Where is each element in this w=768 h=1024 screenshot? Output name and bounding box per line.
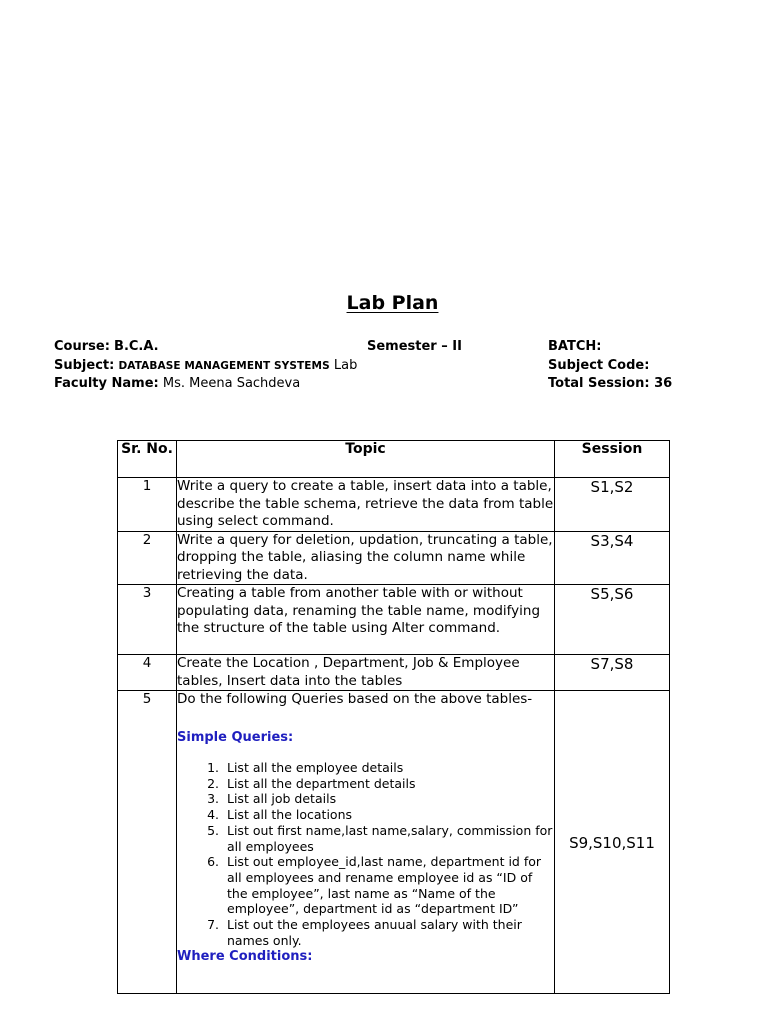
row-sr: 5 [118,691,177,994]
row-session: S1,S2 [555,478,670,532]
subject-suffix: Lab [333,357,358,373]
table-row [118,585,670,655]
row-session: S5,S6 [555,585,670,655]
table-row [118,531,670,585]
header-left [54,338,357,394]
header-session: Session [555,441,670,478]
row-sr: 4 [118,655,177,691]
row-session: S9,S10,S11 [555,691,670,994]
page-title: Lab Plan [346,292,439,314]
semester: Semester – II [367,339,462,354]
faculty-value: Ms. Meena Sachdeva [162,376,301,391]
row-topic: Create the Location , Department, Job & Employee tables, Insert data into the tables [177,655,555,691]
faculty-line [54,375,357,394]
row-topic: Creating a table from another table with or without populating data, renaming the table name, modifying the structure of the table using Alter command. [177,585,555,655]
list-item: 6. List out employee_id,last name, department id for all employees and rename employee id as “ID of the employee”, last name as “Name of the employee”, department id as “department ID” [223,854,554,917]
row-topic: Write a query for deletion, updation, truncating a table, dropping the table, aliasing the column name while retrieving the data. [177,531,553,583]
list-item: 3. List all job details [223,791,554,807]
subject-label: Subject: [54,357,115,373]
table-header-row [118,441,670,478]
header-middle [367,338,462,357]
subject-line [54,357,357,376]
list-item: 4. List all the locations [223,807,554,823]
query-list [177,760,554,948]
table-row [118,691,670,994]
simple-queries-heading: Simple Queries: [177,729,294,745]
table-row [118,478,670,532]
list-item: 5. List out first name,last name,salary, commission for all employees [223,823,554,854]
lab-plan-table [117,440,670,994]
row-sr: 1 [118,478,177,532]
list-item: 1. List all the employee details [223,760,554,776]
header-topic: Topic [177,441,555,478]
row-sr: 3 [118,585,177,655]
batch: BATCH: [548,339,602,354]
row-sr: 2 [118,531,177,585]
subject-value: DATABASE MANAGEMENT SYSTEMS [118,359,330,372]
faculty-label: Faculty Name: [54,376,159,391]
header-right [548,338,672,394]
course-line [54,338,357,357]
where-conditions-heading: Where Conditions: [177,949,313,965]
table-row [118,655,670,691]
row-topic-intro: Do the following Queries based on the above tables- [177,691,533,707]
list-item: 2. List all the department details [223,776,554,792]
row-session: S7,S8 [555,655,670,691]
header-sr-no: Sr. No. [118,441,177,478]
course-value: B.C.A. [114,339,159,354]
subject-code: Subject Code: [548,357,650,373]
row-topic: Write a query to create a table, insert data into a table, describe the table schema, retrieve the data from table using select command. [177,478,554,529]
course-label: Course: [54,339,110,354]
row-topic-queries [177,691,555,994]
list-item: 7. List out the employees anuual salary with their names only. [223,917,554,948]
row-session: S3,S4 [555,531,670,585]
total-session: Total Session: 36 [548,376,673,391]
